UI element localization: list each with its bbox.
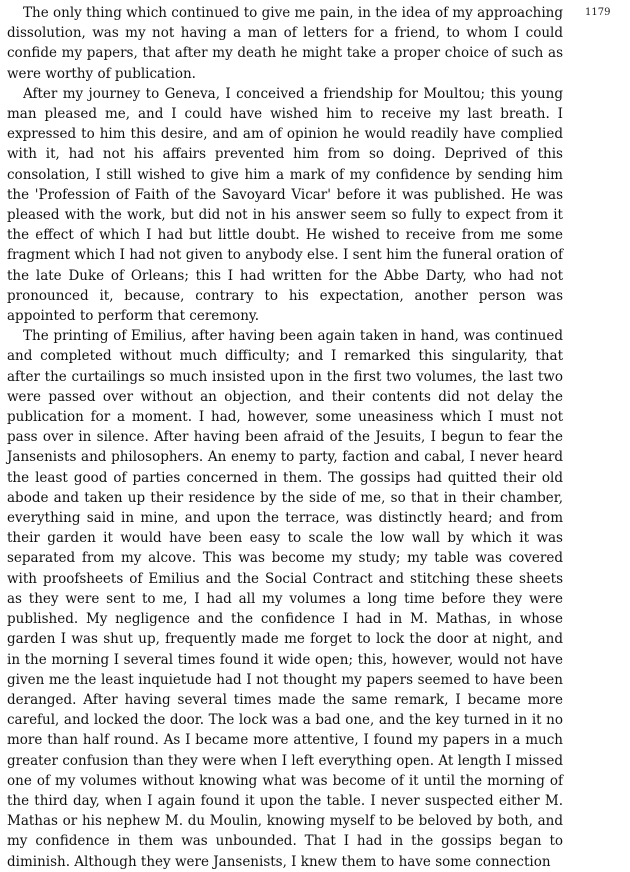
page-number: 1179 [585, 7, 611, 18]
paragraph-2: After my journey to Geneva, I conceived a friendship for Moultou; this young man pleased me, and I could have wished him to receive my last breath. I expressed to him this desire, and am of opinion he would readily have complied with it, had not his affairs prevented him from so doing. Deprived of this consolation, I still wished to give him a mark of my confidence by sending him the 'Profession of Faith of the Savoyard Vicar' before it was published. He was pleased with the work, but did not in his answer seem so fully to expect from it the effect of which I had but little doubt. He wished to receive from me some fragment which I had not given to anybody else. I sent him the funeral oration of the late Duke of Orleans; this I had written for the Abbe Darty, who had not pronounced it, because, contrary to his expectation, another person was appointed to perform that ceremony. [7, 85, 563, 325]
paragraph-1: The only thing which continued to give me pain, in the idea of my approaching dissolution, was my not having a man of letters for a friend, to whom I could confide my papers, that after my death he might take a proper choice of such as were worthy of publication. [7, 5, 563, 82]
paragraph-3: The printing of Emilius, after having been again taken in hand, was continued and completed without much difficulty; and I remarked this singularity, that after the curtailings so much insisted upon in the first two volumes, the last two were passed over without an objection, and their contents did not delay the publication for a moment. I had, however, some uneasiness which I must not pass over in silence. After having been afraid of the Jesuits, I begun to fear the Jansenists and philosophers. An enemy to party, faction and cabal, I never heard the least good of parties concerned in them. The gossips had quitted their old abode and taken up their residence by the side of me, so that in their chamber, everything said in mine, and upon the terrace, was distinctly heard; and from their garden it would have been easy to scale the low wall by which it was separated from my alcove. This was become my study; my table was covered with proofsheets of Emilius and the Social Contract and stitching these sheets as they were sent to me, I had all my volumes a long time before they were published. My negligence and the confidence I had in M. Mathas, in whose garden I was shut up, frequently made me forget to lock the door at night, and in the morning I several times found it wide open; this, however, would not have given me the least inquietude had I not thought my papers seemed to have been deranged. After having several times made the same remark, I became more careful, and locked the door. The lock was a bad one, and the key turned in it no more than half round. As I became more attentive, I found my papers in a much greater confusion than they were when I left everything open. At length I missed one of my volumes without knowing what was become of it until the morning of the third day, when I again found it upon the table. I never suspected either M. Mathas or his nephew M. du Moulin, knowing myself to be beloved by both, and my confidence in them was unbounded. That I had in the gossips began to diminish. Although they were Jansenists, I knew them to have some connection [7, 328, 563, 870]
body-text [7, 3, 563, 872]
